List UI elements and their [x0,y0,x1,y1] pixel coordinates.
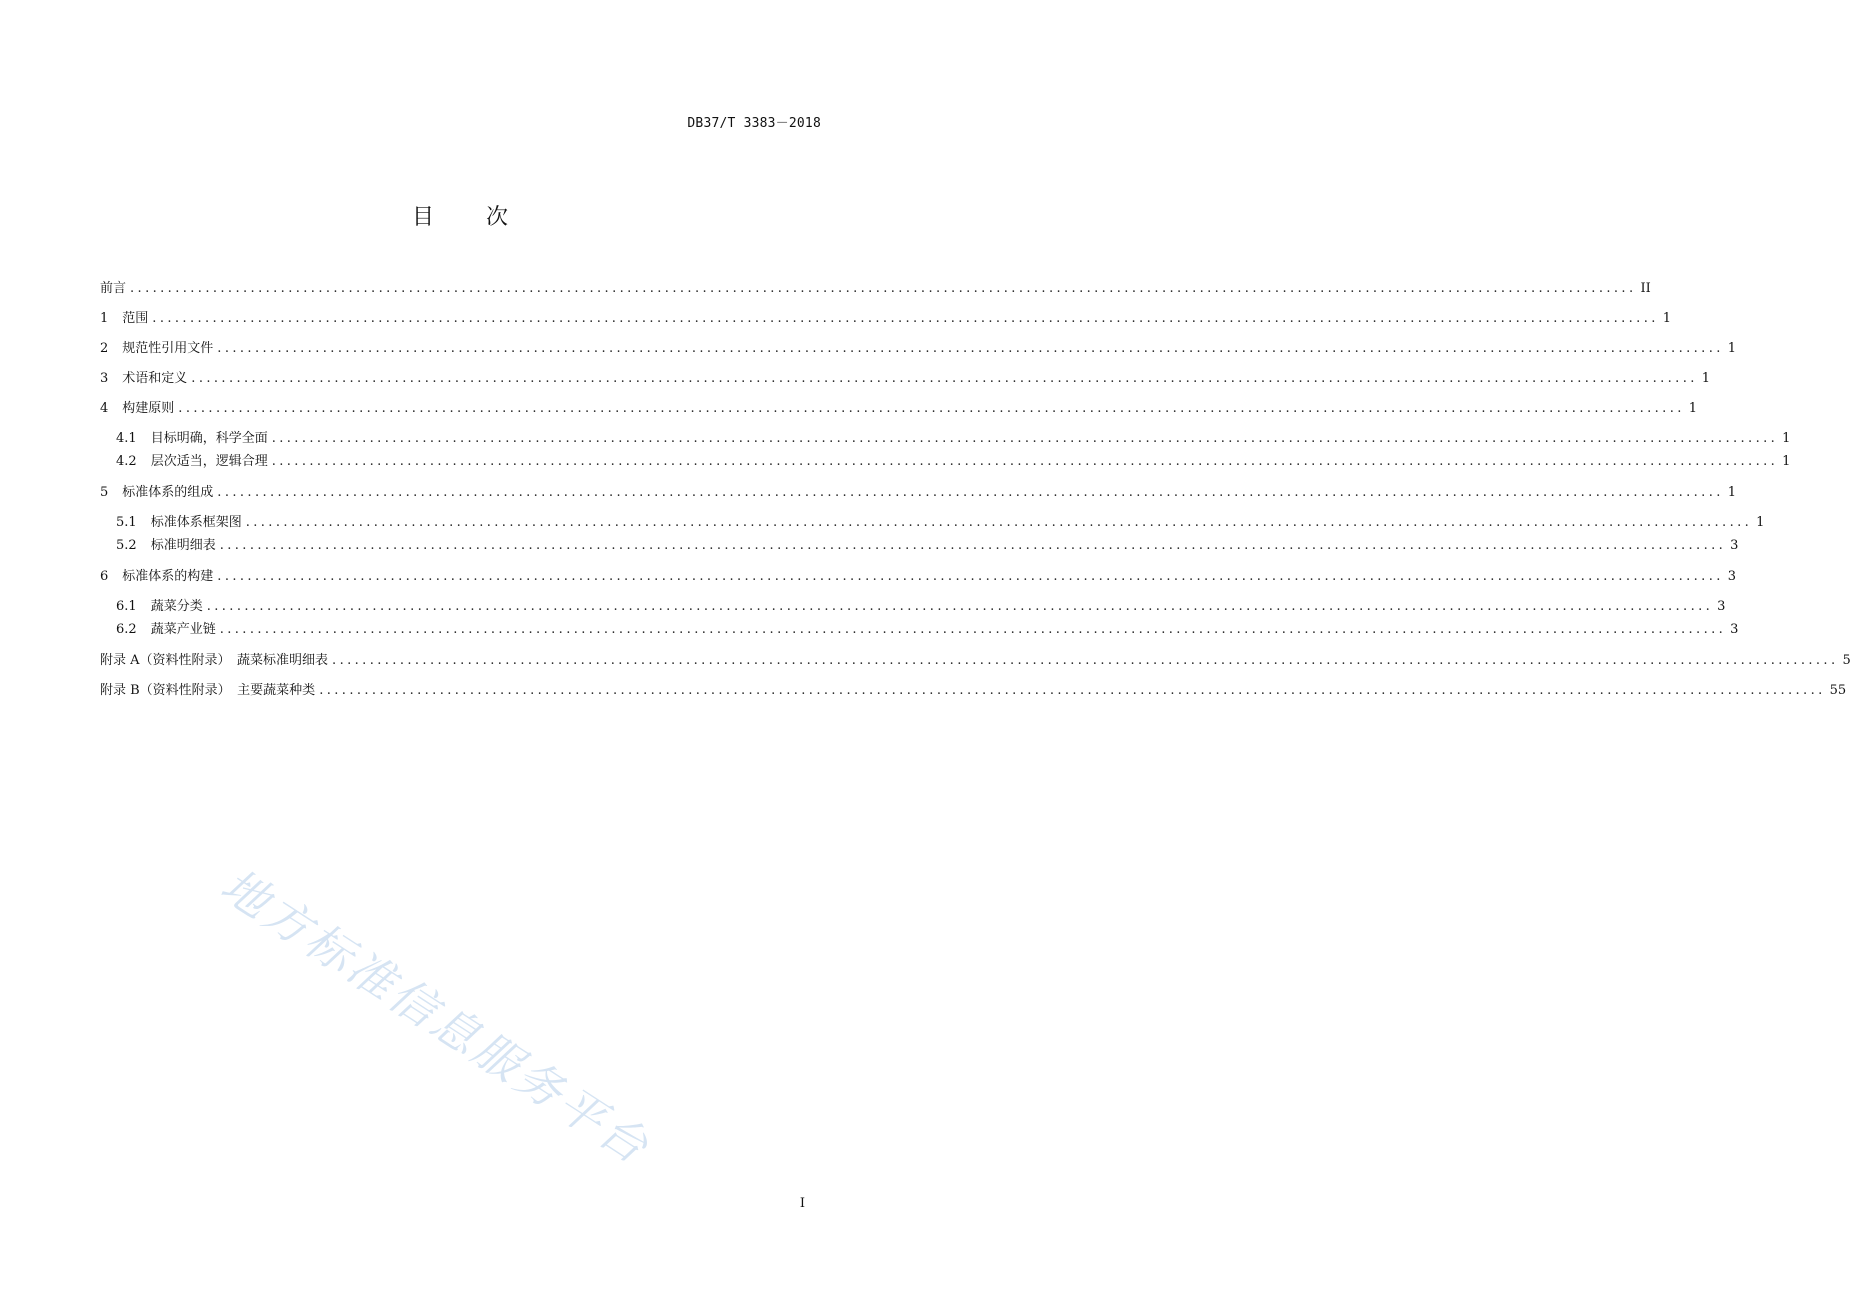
toc-entry-page: II [1640,281,1651,296]
toc-entry-label: 标准体系的组成 [122,485,214,500]
toc-entry-page: 1 [1727,341,1737,356]
toc-entry[interactable] [116,535,1739,557]
toc-entry[interactable] [100,398,1698,420]
toc-entry-number: 4.2 [116,454,137,469]
toc-entry-label: 标准体系的构建 [122,569,214,584]
toc-entry[interactable] [100,278,1651,300]
toc-entry-label: 前言 [100,281,127,296]
toc-entry-number: 6.1 [116,599,137,614]
toc-entry-page: 1 [1782,454,1791,469]
toc-dot-leader: ........................................................................................................................................................................................................ [332,653,1839,668]
toc-entry-page: 1 [1662,311,1672,326]
toc-entry[interactable] [100,308,1672,330]
toc-entry-label: 蔬菜产业链 [150,622,216,637]
toc-entry-label: 附录 A（资料性附录） 蔬菜标准明细表 [100,653,329,668]
toc-entry-page: 1 [1701,371,1711,386]
toc-entry-number: 6 [100,569,109,584]
toc-dot-leader: ........................................................................................................................................................................................................ [271,431,1779,446]
toc-dot-leader: ........................................................................................................................................................................................................ [219,622,1727,637]
toc-entry-number: 5.1 [116,515,137,530]
toc-dot-leader: ........................................................................................................................................................................................................ [178,401,1685,416]
toc-entry-page: 1 [1727,485,1737,500]
toc-entry-label: 附录 B（资料性附录） 主要蔬菜种类 [100,683,316,698]
toc-dot-leader: ........................................................................................................................................................................................................ [191,371,1698,386]
toc-dot-leader: ........................................................................................................................................................................................................ [219,538,1727,553]
toc-entry-number: 2 [100,341,109,356]
toc-entry-page: 5 [1842,653,1851,668]
toc-entry-number: 5 [100,485,109,500]
toc-entry-page: 1 [1756,515,1765,530]
toc-entry-label: 层次适当，逻辑合理 [150,454,268,469]
toc-entry-page: 1 [1688,401,1698,416]
toc-entry[interactable] [100,482,1737,504]
toc-dot-leader: ........................................................................................................................................................................................................ [217,485,1724,500]
toc-entry[interactable] [100,650,1851,672]
toc-entry-label: 蔬菜分类 [150,599,203,614]
toc-entry-page: 3 [1717,599,1726,614]
toc-dot-leader: ........................................................................................................................................................................................................ [206,599,1714,614]
watermark: 地方标准信息服务平台 [211,857,661,1176]
toc-entry-label: 标准体系框架图 [150,515,242,530]
toc-entry-page: 3 [1727,569,1737,584]
toc-entry[interactable] [116,596,1726,618]
toc-entry[interactable] [100,566,1737,588]
toc-title: 目次 [411,205,560,230]
toc-entry-number: 3 [100,371,109,386]
toc-dot-leader: ........................................................................................................................................................................................................ [271,454,1779,469]
toc-entry-label: 范围 [122,311,149,326]
toc-dot-leader: ........................................................................................................................................................................................................ [130,281,1637,296]
toc-dot-leader: ........................................................................................................................................................................................................ [319,683,1826,698]
toc-entry-number: 4.1 [116,431,137,446]
toc-entry-label: 构建原则 [122,401,175,416]
page-number: I [799,1196,805,1211]
toc-entry-page: 3 [1730,622,1739,637]
toc-entry-label: 目标明确，科学全面 [150,431,268,446]
toc-entry-number: 5.2 [116,538,137,553]
document-code: DB37/T 3383－2018 [687,116,821,131]
toc-entry-number: 1 [100,311,109,326]
toc-entry-page: 3 [1730,538,1739,553]
toc-entry[interactable] [116,619,1739,641]
toc-entry-label: 术语和定义 [122,371,188,386]
toc-dot-leader: ........................................................................................................................................................................................................ [217,341,1724,356]
toc-entry-number: 6.2 [116,622,137,637]
toc-entry-page: 55 [1829,683,1847,698]
toc-entry[interactable] [116,428,1791,450]
toc-entry-label: 规范性引用文件 [122,341,214,356]
toc-dot-leader: ........................................................................................................................................................................................................ [245,515,1753,530]
toc-entry[interactable] [116,451,1791,473]
toc-dot-leader: ........................................................................................................................................................................................................ [217,569,1724,584]
toc-entry[interactable] [100,680,1847,702]
toc-entry-label: 标准明细表 [150,538,216,553]
toc-entry[interactable] [116,512,1765,534]
toc-dot-leader: ........................................................................................................................................................................................................ [152,311,1659,326]
toc-entry[interactable] [100,338,1737,360]
toc-entry-number: 4 [100,401,109,416]
toc-entry-page: 1 [1782,431,1791,446]
toc-entry[interactable] [100,368,1711,390]
